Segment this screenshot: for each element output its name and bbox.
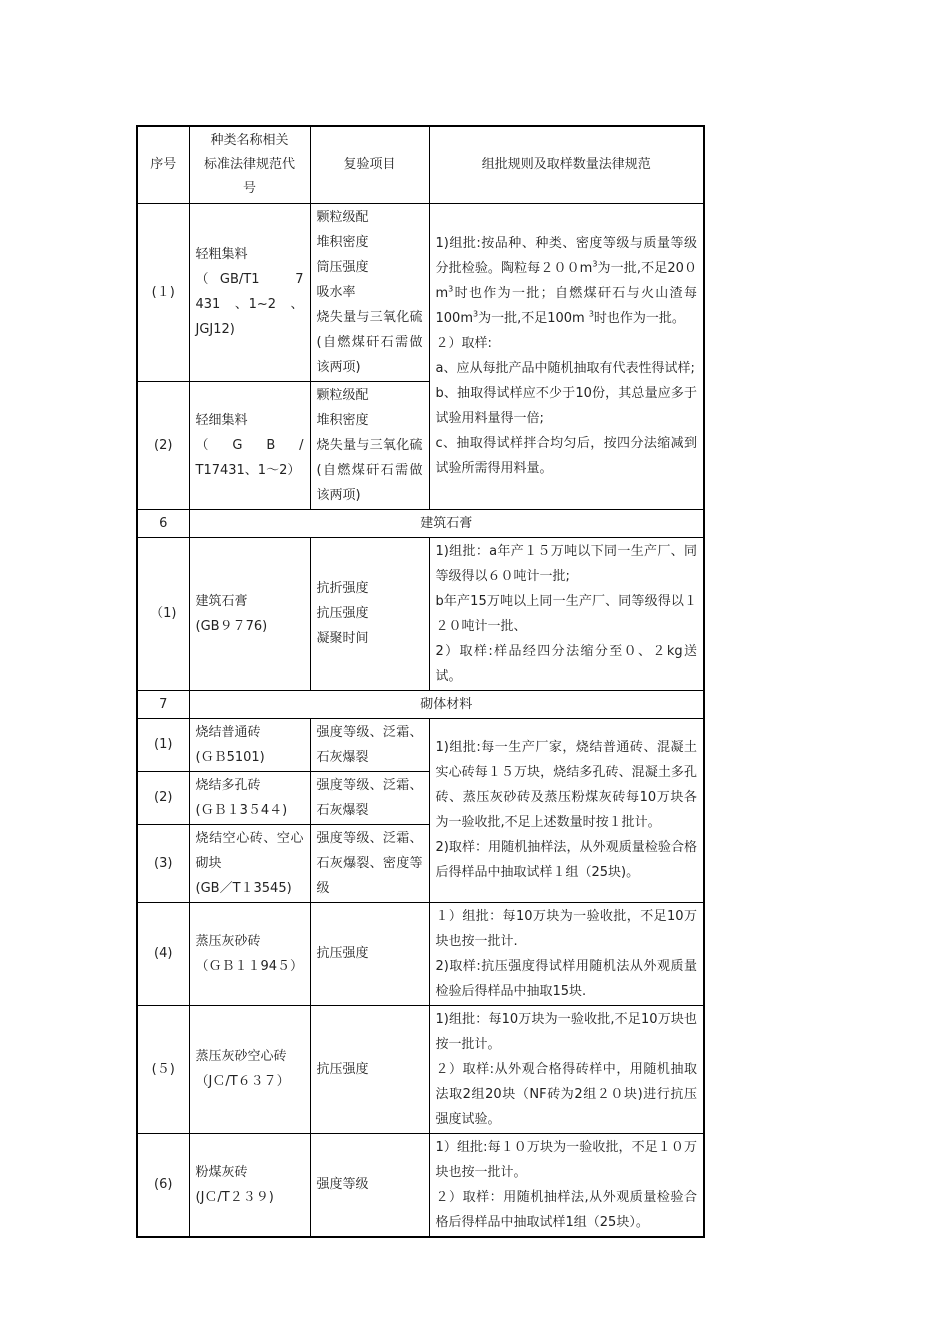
section-row <box>137 509 704 537</box>
row-no: (2) <box>137 381 189 509</box>
test-items: 强度等级、泛霜、石灰爆裂 <box>310 718 429 771</box>
header-row <box>137 126 704 203</box>
sampling-rules: １）组批：每10万块为一验收批，不足10万块也按一批计. 2)取样:抗压强度得试样用随机法从外观质量检验后得样品中抽取15块. <box>429 902 704 1005</box>
section-no: 6 <box>137 509 189 537</box>
test-items: 颗粒级配 堆积密度 筒压强度 吸水率 烧失量与三氧化硫(自燃煤矸石需做该两项) <box>310 203 429 381</box>
superscript: 3 <box>448 284 454 294</box>
material-name: 烧结普通砖 (ＧＢ5101) <box>189 718 310 771</box>
test-items: 强度等级 <box>310 1133 429 1237</box>
rules-part: 1)组批:按品种、种类、密度等级与质量等级分批检验。陶粒每２００m <box>435 236 697 276</box>
material-sampling-table <box>136 125 705 1238</box>
material-name: 烧结空心砖、空心砌块 (GB／T１3545) <box>189 824 310 902</box>
test-items: 抗折强度 抗压强度 凝聚时间 <box>310 537 429 690</box>
superscript: 3 <box>592 259 598 269</box>
header-rules: 组批规则及取样数量法律规范 <box>429 126 704 203</box>
rules-part: 为一批,不足100m <box>478 311 589 326</box>
test-items: 抗压强度 <box>310 902 429 1005</box>
row-no: （1) <box>137 537 189 690</box>
sampling-rules <box>429 203 704 509</box>
section-title: 建筑石膏 <box>189 509 704 537</box>
material-name: 蒸压灰砂砖 （ＧＢ１１94５） <box>189 902 310 1005</box>
row-no: (4) <box>137 902 189 1005</box>
material-name: 烧结多孔砖 (ＧＢ１3５4４) <box>189 771 310 824</box>
row-no: (1) <box>137 718 189 771</box>
rules-part: 时也作为一批；自燃煤矸石与火山渣每100m <box>435 286 697 326</box>
superscript: 3 <box>588 309 594 319</box>
section-title: 砌体材料 <box>189 690 704 718</box>
row-no: (3) <box>137 824 189 902</box>
sampling-rules: 1）组批:每１０万块为一验收批，不足１０万块也按一批计。 ２）取样：用随机抽样法,从外观质量检验合格后得样品中抽取试样1组（25块）。 <box>429 1133 704 1237</box>
sampling-rules: 1)组批：a年产１５万吨以下同一生产厂、同等级得以６０吨计一批; b年产15万吨以上同一生产厂、同等级得以１２０吨计一批、 2）取样:样品经四分法缩分至０、２kg送试。 <box>429 537 704 690</box>
test-items: 强度等级、泛霜、石灰爆裂 <box>310 771 429 824</box>
table-row <box>137 1133 704 1237</box>
material-name: 蒸压灰砂空心砖 （JＣ/T６３７） <box>189 1005 310 1133</box>
test-items: 颗粒级配 堆积密度 烧失量与三氧化硫(自燃煤矸石需做该两项) <box>310 381 429 509</box>
material-name: 轻粗集料 （GB/T1 7 431 、1~2 、JGJ12) <box>189 203 310 381</box>
material-name: 粉煤灰砖 (JＣ/T２３９) <box>189 1133 310 1237</box>
table-row <box>137 537 704 690</box>
table-row <box>137 718 704 771</box>
header-no: 序号 <box>137 126 189 203</box>
table-row <box>137 203 704 381</box>
header-name: 种类名称相关 标准法律规范代 号 <box>189 126 310 203</box>
rules-part: 为一批,不足20０ m <box>435 261 697 301</box>
material-name: 轻细集料 （ G B / T17431、1～2） <box>189 381 310 509</box>
material-name: 建筑石膏 (GB９７76) <box>189 537 310 690</box>
superscript: 3 <box>472 309 479 319</box>
row-no: (6) <box>137 1133 189 1237</box>
table-row <box>137 902 704 1005</box>
section-no: 7 <box>137 690 189 718</box>
row-no: (５) <box>137 1005 189 1133</box>
test-items: 抗压强度 <box>310 1005 429 1133</box>
rules-part: 时也作为一批。 ２）取样: a、应从每批产品中随机抽取有代表性得试样; b、抽取得试样应不少于10份，其总量应多于试验用料量得一倍; c、抽取得试样拌合均匀后，按四分法缩减到试验所需得用料量。 <box>435 311 697 476</box>
header-items: 复验项目 <box>310 126 429 203</box>
sampling-rules: 1)组批：每10万块为一验收批,不足10万块也按一批计。 ２）取样:从外观合格得砖样中，用随机抽取法取2组20块（NF砖为2组２０块)进行抗压强度试验。 <box>429 1005 704 1133</box>
table-row <box>137 1005 704 1133</box>
row-no: (１) <box>137 203 189 381</box>
sampling-rules: 1)组批:每一生产厂家，烧结普通砖、混凝土实心砖每１５万块，烧结多孔砖、混凝土多孔砖、蒸压灰砂砖及蒸压粉煤灰砖每10万块各为一验收批,不足上述数量时按１批计。 2)取样：用随机抽样法，从外观质量检验合格后得样品中抽取试样１组（25块)。 <box>429 718 704 902</box>
section-row <box>137 690 704 718</box>
row-no: (2) <box>137 771 189 824</box>
test-items: 强度等级、泛霜、石灰爆裂、密度等级 <box>310 824 429 902</box>
